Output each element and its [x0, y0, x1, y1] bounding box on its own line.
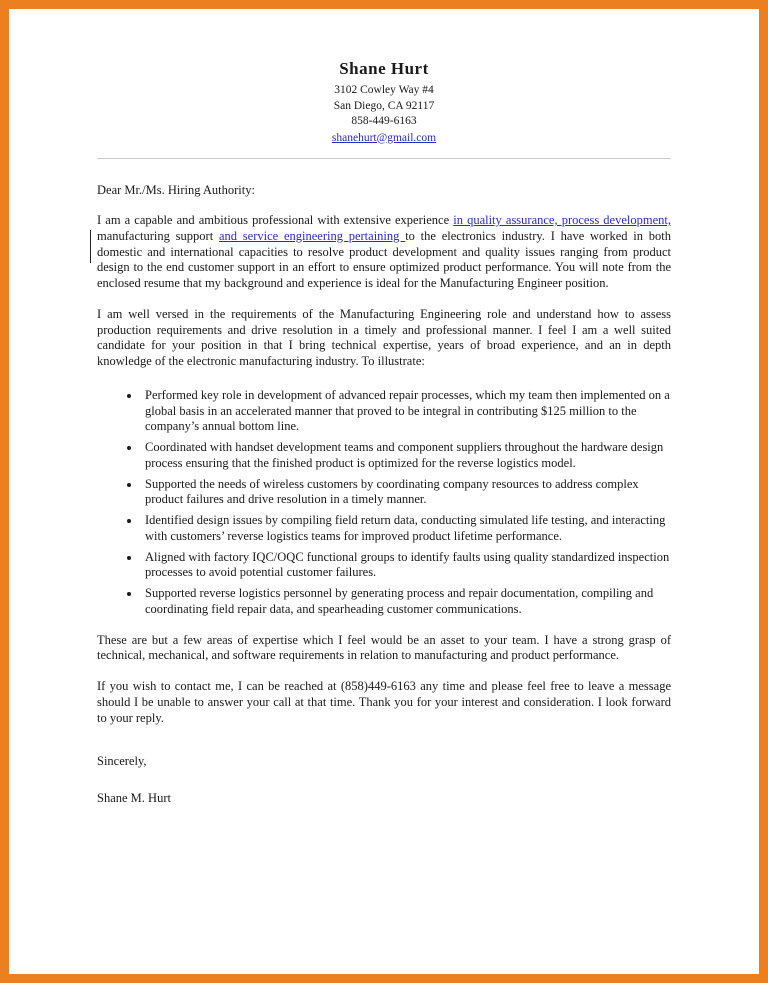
- header-divider: [97, 158, 671, 159]
- inserted-text-2: and service engineering pertaining: [218, 228, 406, 243]
- list-item: • Supported the needs of wireless customers by coordinating company resources to address complex product failures and drive resolution in a timely manner.: [141, 477, 671, 509]
- track-change-bar: [90, 230, 91, 263]
- paragraph-1-text-c: to the electronics industry. I have worked in both domestic and international capacities to resolve product development and quality issues ranging from product design to the end customer support in an effort to ensure optimized product performance. You will note from the enclosed resume that my background and experience is ideal for the Manufacturing Engineer position.: [97, 228, 672, 291]
- sender-address-street: 3102 Cowley Way #4: [334, 84, 434, 96]
- inserted-text-1: in quality assurance, process development,: [453, 213, 671, 228]
- paragraph-3: These are but a few areas of expertise which I feel would be an asset to your team. I have a strong grasp of technical, mechanical, and software requirements in relation to manufacturing and product performance.: [97, 632, 671, 663]
- paragraph-4: If you wish to contact me, I can be reached at (858)449-6163 any time and please feel free to leave a message should I be unable to answer your call at that time. Thank you for your interest and consideration. I look forward to your reply.: [97, 679, 671, 725]
- sender-name: Shane Hurt: [339, 59, 429, 78]
- cover-letter: [9, 9, 759, 806]
- achievements-list: [97, 388, 671, 618]
- list-item: • Identified design issues by compiling field return data, conducting simulated life testing, and interacting with customers’ reverse logistics teams for improved product lifetime performance.: [141, 513, 671, 545]
- sender-phone: 858-449-6163: [351, 115, 417, 128]
- list-item: • Supported reverse logistics personnel by generating process and repair documentation, compiling and coordinating field repair data, and spearheading customer communications.: [141, 586, 671, 618]
- closing: Sincerely,: [97, 754, 147, 769]
- paragraph-1-text-a: I am a capable and ambitious professional with extensive experience: [97, 213, 454, 228]
- document-page: [9, 9, 759, 974]
- signature-name: Shane M. Hurt: [97, 791, 171, 806]
- paragraph-1-text-b: manufacturing support: [97, 228, 219, 243]
- list-item: • Aligned with factory IQC/OQC functional groups to identify faults using quality standardized inspection processes to avoid potential customer failures.: [141, 550, 671, 582]
- paragraph-2: I am well versed in the requirements of the Manufacturing Engineering role and understand how to assess production requirements and drive resolution in a timely and professional manner. I feel I am a well suited candidate for your position in that I bring technical expertise, years of broad experience, and an in depth knowledge of the electronic manufacturing industry. To illustrate:: [97, 306, 671, 369]
- salutation: Dear Mr./Ms. Hiring Authority:: [97, 183, 255, 198]
- list-item: • Coordinated with handset development teams and component suppliers throughout the hardware design process ensuring that the finished product is optimized for the reverse logistics model.: [141, 440, 671, 472]
- paragraph-1: [97, 213, 671, 292]
- sender-address-city: San Diego, CA 92117: [333, 99, 435, 112]
- letter-header: [97, 59, 671, 146]
- email-link[interactable]: shanehurt@gmail.com: [331, 131, 437, 144]
- paragraph-1-wrap: [97, 213, 671, 292]
- list-item: • Performed key role in development of advanced repair processes, which my team then implemented on a global basis in an accelerated manner that proved to be integral in contributing $125 million to the company’s annual bottom line.: [141, 388, 671, 435]
